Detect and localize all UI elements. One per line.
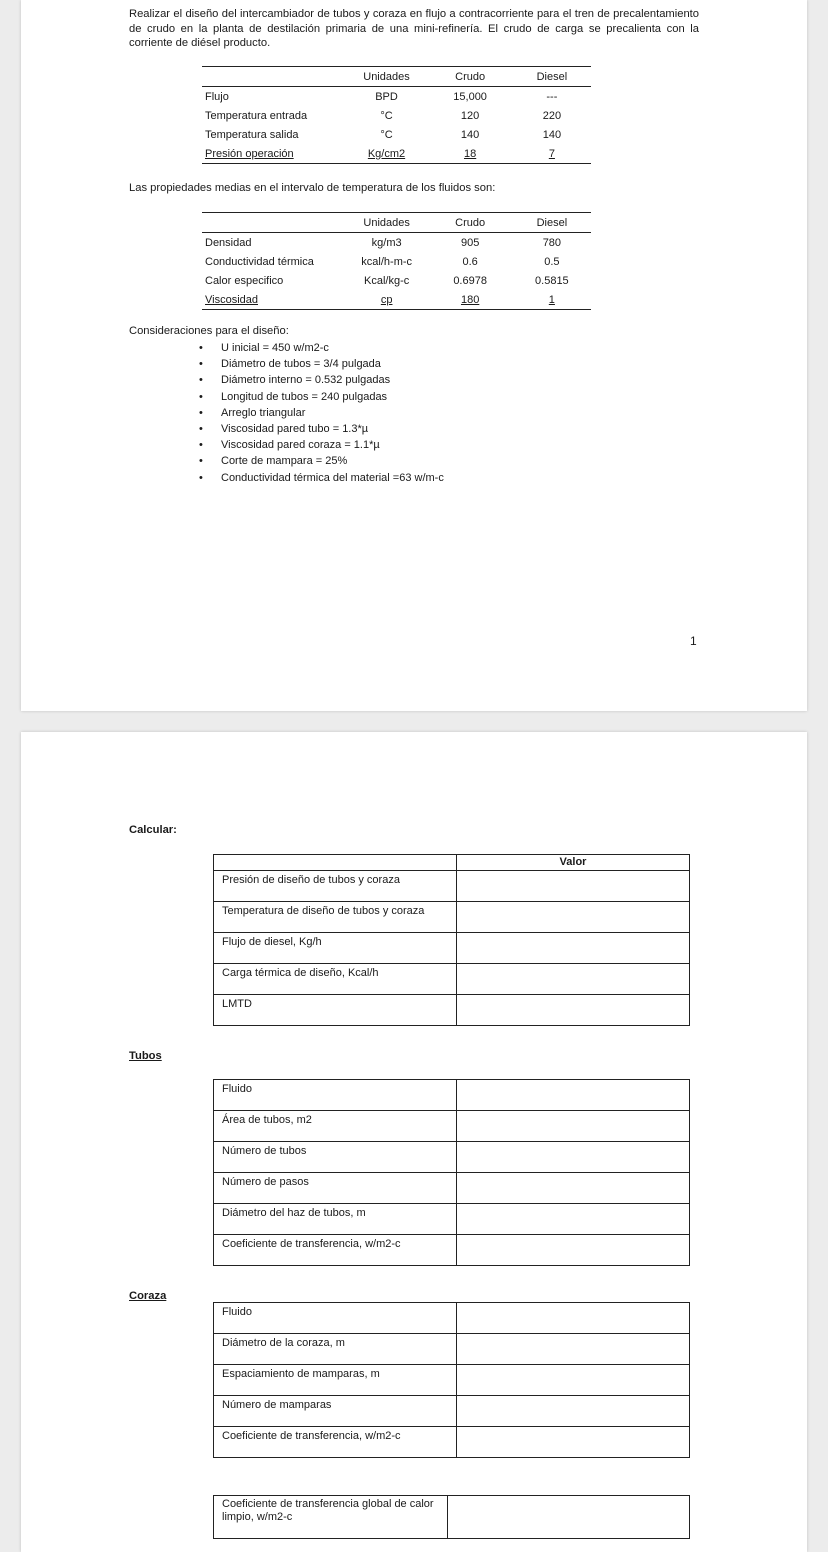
header-cell [202,67,343,87]
table-row [202,125,591,144]
table-cell: kg/m3 [371,236,402,249]
list-item: • Viscosidad pared tubo = 1.3*µ [199,421,444,437]
table-row [214,1080,690,1111]
table-cell: kcal/h-m-c [361,255,413,268]
properties-intro: Las propiedades medias en el intervalo de temperatura de los fluidos son: [129,182,496,194]
tubes-heading: Tubos [129,1050,162,1062]
table-row [214,1173,690,1204]
table-row [214,1365,690,1396]
table-cell: Temperatura salida [205,128,299,141]
table-row [214,902,690,933]
header-cell: Crudo [428,213,510,233]
table-cell: 0.6 [462,255,478,268]
table-cell: °C [380,109,393,122]
value-cell[interactable] [457,1303,690,1334]
list-item: • Diámetro de tubos = 3/4 pulgada [199,356,444,372]
table-cell: 1 [510,290,591,310]
value-cell[interactable] [457,871,690,902]
table-row [214,964,690,995]
table-row [202,271,591,290]
table-row [214,1142,690,1173]
value-cell[interactable] [448,1496,690,1539]
header-cell: Unidades [343,67,428,87]
header-cell: Crudo [427,67,509,87]
row-label: Fluido [214,1080,457,1111]
fluid-properties-table [202,212,591,310]
row-label: Número de pasos [214,1173,457,1204]
value-cell[interactable] [457,1080,690,1111]
table-header-row [202,213,591,233]
header-cell: Unidades [343,213,428,233]
table-cell: 18 [427,144,509,164]
table-row [214,995,690,1026]
row-label: Diámetro del haz de tubos, m [214,1204,457,1235]
table-cell: 140 [542,128,562,141]
row-label: Presión de diseño de tubos y coraza [214,871,457,902]
value-cell[interactable] [457,1204,690,1235]
table-cell: Flujo [205,90,229,103]
table-row [214,1496,690,1539]
list-item: • Conductividad térmica del material =63 w/m-c [199,470,444,486]
list-item: • Viscosidad pared coraza = 1.1*µ [199,437,444,453]
list-item: • Corte de mampara = 25% [199,453,444,469]
header-cell [202,213,343,233]
table-cell: Viscosidad [202,290,343,310]
table-cell: 905 [460,236,480,249]
operating-conditions-table [202,66,591,164]
table-row [214,1204,690,1235]
table-row [202,106,591,125]
table-cell: 140 [460,128,480,141]
table-cell: cp [343,290,428,310]
list-item: • Arreglo triangular [199,405,444,421]
document-page-2 [21,732,807,1552]
value-cell[interactable] [457,902,690,933]
table-cell: 0.6978 [453,274,487,287]
global-coefficient-table [213,1495,690,1539]
row-label: Número de mamparas [214,1396,457,1427]
table-cell: 15,000 [453,90,487,103]
value-cell[interactable] [457,1334,690,1365]
value-cell[interactable] [457,933,690,964]
table-row [202,233,591,253]
row-label: Área de tubos, m2 [214,1111,457,1142]
value-cell[interactable] [457,995,690,1026]
considerations-list [199,340,444,486]
document-page-1 [21,0,807,711]
table-cell: 220 [542,109,562,122]
value-cell[interactable] [457,1235,690,1266]
problem-statement: Realizar el diseño del intercambiador de tubos y coraza en flujo a contracorriente para el tren de precalentamiento de crudo en la planta de destilación primaria de una mini-refinería. El crudo de carga se precalienta con la corriente de diésel producto. [129,8,699,49]
tubes-table [213,1079,690,1266]
row-label: Número de tubos [214,1142,457,1173]
row-label: Carga térmica de diseño, Kcal/h [214,964,457,995]
table-row [214,1111,690,1142]
row-label: Coeficiente de transferencia, w/m2-c [214,1427,457,1458]
row-label: Coeficiente de transferencia global de calor limpio, w/m2-c [214,1496,448,1539]
table-cell: --- [546,90,558,103]
table-cell: Temperatura entrada [205,109,308,122]
table-cell: BPD [375,90,398,103]
table-cell: Presión operación [202,144,343,164]
table-cell: Kg/cm2 [343,144,428,164]
table-header-row [202,67,591,87]
list-item: • Diámetro interno = 0.532 pulgadas [199,372,444,388]
list-item: • U inicial = 450 w/m2-c [199,340,444,356]
calculate-heading: Calcular: [129,824,177,836]
row-label: Flujo de diesel, Kg/h [214,933,457,964]
table-row [214,1303,690,1334]
value-cell[interactable] [457,1365,690,1396]
table-row [202,290,591,310]
row-label: LMTD [214,995,457,1026]
header-cell [214,855,457,871]
table-cell: Densidad [205,236,252,249]
table-cell: 120 [460,109,480,122]
table-cell: 7 [510,144,591,164]
table-row [214,1396,690,1427]
shell-table [213,1302,690,1458]
row-label: Fluido [214,1303,457,1334]
table-row [214,871,690,902]
table-row [214,1427,690,1458]
value-header: Valor [457,855,690,871]
table-cell: Kcal/kg-c [364,274,410,287]
considerations-heading: Consideraciones para el diseño: [129,325,289,337]
page-number: 1 [690,634,697,648]
table-row [202,252,591,271]
table-cell: °C [380,128,393,141]
table-header-row [214,855,690,871]
header-cell: Diesel [510,67,591,87]
table-cell: 780 [542,236,562,249]
table-cell: Calor especifico [205,274,284,287]
calculation-table [213,854,690,1026]
value-cell[interactable] [457,1427,690,1458]
value-cell[interactable] [457,964,690,995]
table-cell: 180 [428,290,510,310]
table-row [202,87,591,107]
table-row [214,933,690,964]
row-label: Temperatura de diseño de tubos y coraza [214,902,457,933]
row-label: Coeficiente de transferencia, w/m2-c [214,1235,457,1266]
value-cell[interactable] [457,1396,690,1427]
row-label: Diámetro de la coraza, m [214,1334,457,1365]
table-row [202,144,591,164]
header-cell: Diesel [510,213,591,233]
table-cell: 0.5815 [535,274,569,287]
table-cell: 0.5 [544,255,560,268]
value-cell[interactable] [457,1142,690,1173]
table-row [214,1235,690,1266]
value-cell[interactable] [457,1173,690,1204]
row-label: Espaciamiento de mamparas, m [214,1365,457,1396]
shell-heading: Coraza [129,1290,167,1302]
list-item: • Longitud de tubos = 240 pulgadas [199,389,444,405]
value-cell[interactable] [457,1111,690,1142]
table-row [214,1334,690,1365]
table-cell: Conductividad térmica [205,255,314,268]
